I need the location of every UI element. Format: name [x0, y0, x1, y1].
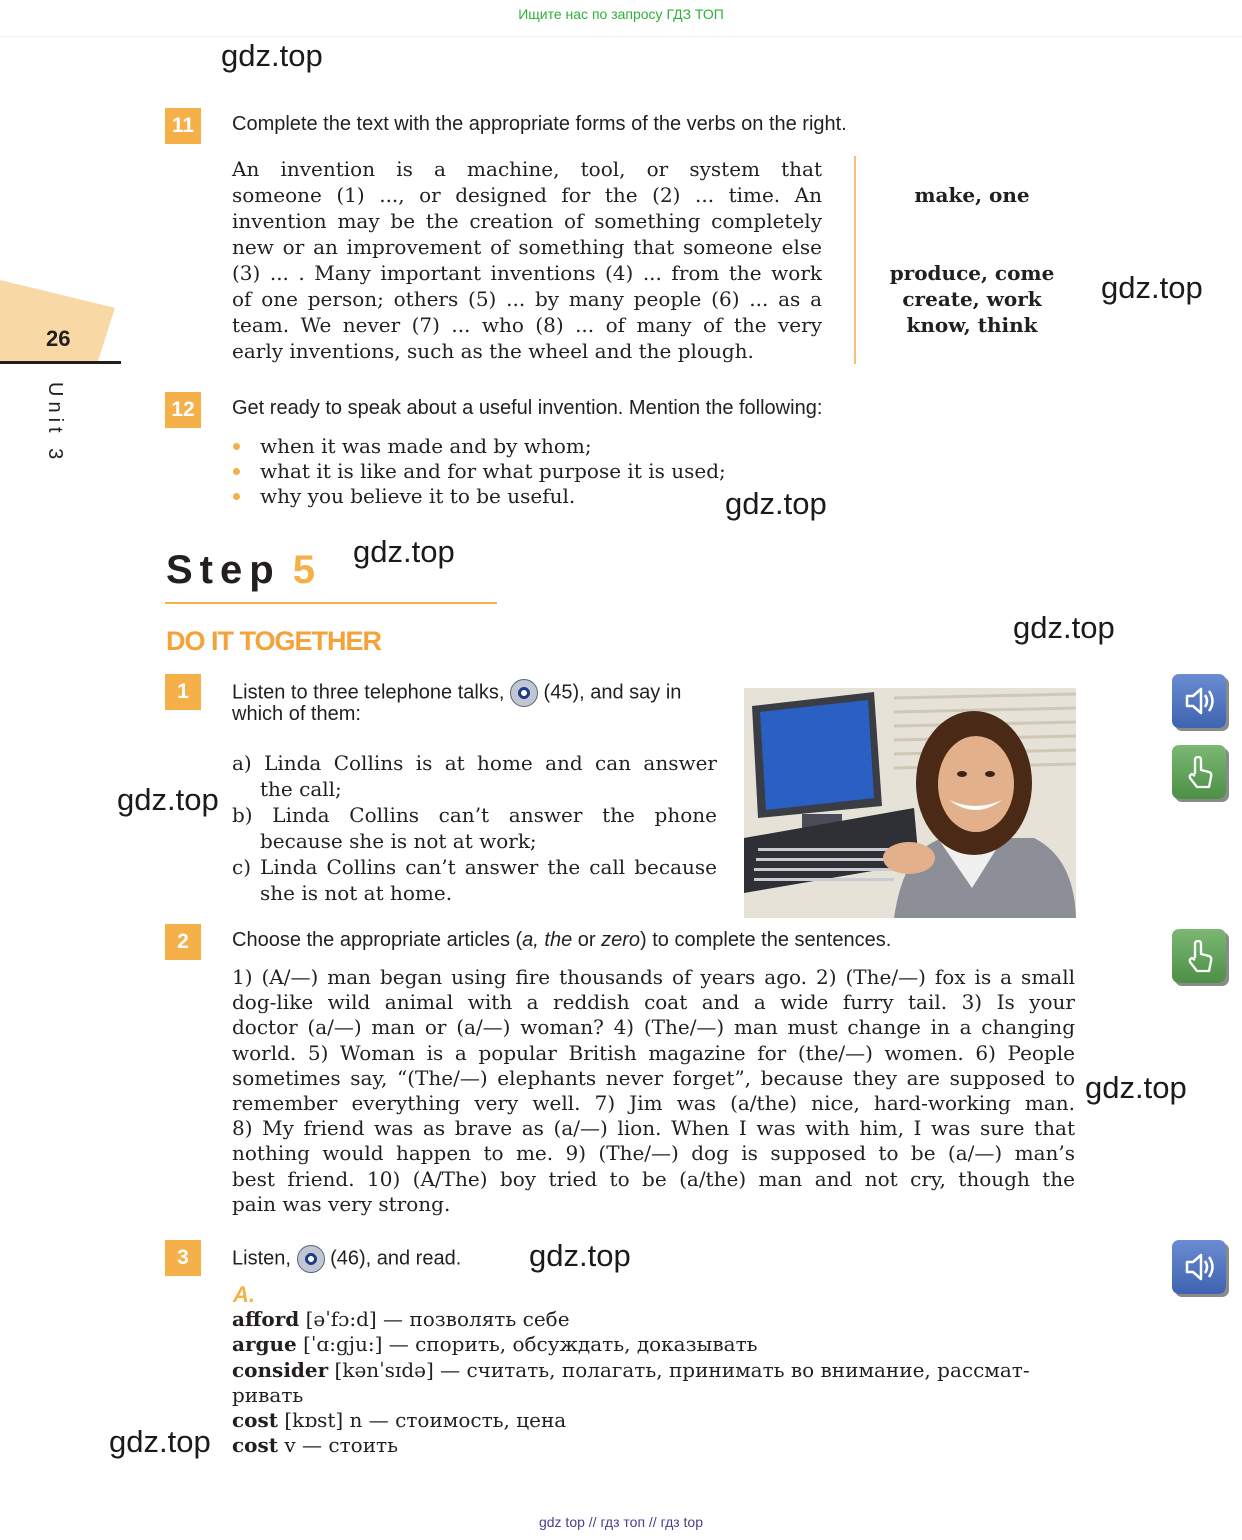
hand-pointer-icon — [1181, 938, 1217, 974]
footer-links[interactable]: gdz top // гдз топ // гдз top — [538, 1514, 704, 1530]
text-line: (3) ... . Many important inventions (4) ... from the work — [232, 261, 822, 285]
instruction-part: (45), and say in — [543, 681, 682, 704]
vocab-entry — [232, 1332, 1075, 1357]
watermark: gdz.top — [1101, 270, 1203, 305]
instruction-part: ) to complete the sentences. — [640, 929, 892, 951]
option-line: because she is not at work; — [260, 829, 537, 853]
exercise-instruction — [232, 929, 891, 952]
exercise-instruction: Get ready to speak about a useful invention. Mention the following: — [232, 397, 823, 419]
step-number: 5 — [292, 548, 322, 592]
text-line: nothing would happen to me. 9) (The/—) dog is supposed to be (a/—) man’s — [232, 1141, 1075, 1166]
instruction-part: a, the — [522, 929, 573, 951]
instruction-part: Listen, — [232, 1247, 291, 1270]
watermark: gdz.top — [353, 534, 455, 569]
verb-pair: create, work — [902, 287, 1042, 311]
unit-label: Unit 3 — [44, 382, 66, 465]
step-heading — [166, 548, 322, 593]
vocab-definition: v — стоить — [278, 1433, 398, 1458]
answer-options — [232, 750, 717, 906]
verb-list: make, one — [914, 183, 1030, 207]
exercise-text — [232, 965, 1075, 1217]
text-line: An invention is a machine, tool, or system that — [232, 157, 822, 181]
list-item: why you believe it to be useful. — [260, 484, 576, 508]
vocab-entry — [232, 1408, 1075, 1433]
hand-pointer-icon — [1181, 754, 1217, 790]
bullet — [233, 493, 240, 500]
text-line: invention may be the creation of something completely — [232, 209, 822, 233]
vocab-word: consider — [232, 1357, 329, 1382]
speaker-icon — [1181, 1249, 1217, 1285]
vocabulary-list — [232, 1307, 1075, 1459]
list-item: what it is like and for what purpose it is used; — [260, 459, 726, 483]
exercise-number: 1 — [165, 674, 201, 710]
audio-button[interactable] — [1172, 1240, 1226, 1294]
text-line: early inventions, such as the wheel and the plough. — [232, 339, 754, 363]
instruction-part: Listen to three telephone talks, — [232, 681, 505, 704]
vocab-definition: [əˈfɔ:d] — позволять себе — [299, 1307, 570, 1331]
text-line: of one person; others (5) ... by many people (6) ... as a — [232, 287, 822, 311]
interactive-exercise-button[interactable] — [1172, 929, 1226, 983]
cd-audio-icon[interactable] — [297, 1245, 325, 1273]
speaker-icon — [1181, 683, 1217, 719]
divider — [0, 36, 1242, 37]
interactive-exercise-button[interactable] — [1172, 745, 1226, 799]
option-line: the call; — [260, 777, 342, 801]
option-line: a) Linda Collins is at home and can answer — [232, 751, 717, 775]
text-line: remember everything very well. 7) Jim was (a/the) nice, hard-working man. — [232, 1091, 1075, 1116]
divider — [0, 361, 121, 364]
verb-list — [880, 260, 1064, 338]
vocab-definition: [kɒst] n — стоимость, цена — [278, 1408, 567, 1433]
cd-audio-icon[interactable] — [510, 679, 538, 707]
vocab-word: afford — [232, 1307, 300, 1331]
vocab-word: cost — [232, 1408, 279, 1433]
vocab-entry — [232, 1383, 1075, 1408]
photo-woman-at-computer — [744, 688, 1076, 918]
exercise-text — [232, 156, 822, 364]
text-line: dog-like wild animal with a reddish coat and a wide furry tail. 3) Is your — [232, 990, 1075, 1015]
text-line: 8) My friend was as brave as (a/—) lion. When I was with him, I was sure that — [232, 1116, 1075, 1141]
vocab-entry — [232, 1358, 1075, 1383]
watermark: gdz.top — [1013, 610, 1115, 645]
instruction-part: Choose the appropriate articles ( — [232, 929, 523, 951]
verb-pair: produce, come — [889, 261, 1055, 285]
watermark: gdz.top — [109, 1424, 211, 1459]
list-item: when it was made and by whom; — [260, 434, 592, 458]
watermark: gdz.top — [221, 38, 323, 73]
page-number: 26 — [46, 326, 71, 351]
text-line: team. We never (7) ... who (8) ... of many of the very — [232, 313, 822, 337]
exercise-instruction: Complete the text with the appropriate forms of the verbs on the right. — [232, 113, 847, 135]
vocab-word: argue — [232, 1332, 297, 1357]
text-line: 1) (A/—) man began using fire thousands of years ago. 2) (The/—) fox is a small — [232, 965, 1075, 989]
option-line: she is not at home. — [260, 881, 453, 905]
option-line: b) Linda Collins can’t answer the phone — [232, 803, 717, 827]
vocab-entry — [232, 1307, 1075, 1332]
step-label: Step — [166, 548, 281, 592]
bullet — [233, 443, 240, 450]
verb-pair: know, think — [906, 313, 1038, 337]
audio-button[interactable] — [1172, 674, 1226, 728]
vocab-entry — [232, 1433, 1075, 1458]
text-line: doctor (a/—) man or (a/—) woman? 4) (The/—) man must change in a changing — [232, 1015, 1075, 1040]
vocab-definition: ривать — [232, 1382, 304, 1407]
text-line: world. 5) Woman is a popular British magazine for (the/—) women. 6) People — [232, 1040, 1075, 1065]
exercise-number: 2 — [165, 924, 201, 960]
text-line: new or an improvement of something that someone else — [232, 235, 822, 259]
part-label: A. — [233, 1282, 255, 1307]
instruction-part: zero — [601, 929, 641, 951]
exercise-instruction: which of them: — [232, 703, 361, 725]
watermark: gdz.top — [1085, 1070, 1187, 1105]
top-banner[interactable]: Ищите нас по запросу ГДЗ ТОП — [518, 6, 724, 22]
watermark: gdz.top — [529, 1238, 631, 1273]
option-line: c) Linda Collins can’t answer the call because — [232, 855, 717, 879]
vocab-definition: [kənˈsɪdə] — считать, полагать, принимать во внимание, рассмат- — [328, 1357, 1030, 1382]
watermark: gdz.top — [725, 486, 827, 521]
divider — [165, 602, 497, 604]
exercise-number: 11 — [165, 108, 201, 144]
watermark: gdz.top — [117, 782, 219, 817]
exercise-number: 12 — [165, 392, 201, 428]
instruction-part: (46), and read. — [330, 1247, 462, 1270]
instruction-part: or — [572, 929, 602, 951]
column-divider — [854, 156, 856, 364]
text-line: pain was very strong. — [232, 1191, 451, 1216]
vocab-definition: [ˈɑ:gju:] — спорить, обсуждать, доказывать — [296, 1332, 758, 1357]
exercise-instruction — [232, 1245, 461, 1273]
bullet — [233, 468, 240, 475]
vocab-word: cost — [232, 1433, 279, 1458]
text-line: best friend. 10) (A/The) boy tried to be (a/the) man and not cry, though the — [232, 1166, 1075, 1191]
text-line: sometimes say, “(The/—) elephants never forget”, because they are supposed to — [232, 1065, 1075, 1090]
text-line: someone (1) ..., or designed for the (2) ... time. An — [232, 183, 822, 207]
exercise-number: 3 — [165, 1240, 201, 1276]
section-heading: DO IT TOGETHER — [166, 626, 382, 656]
